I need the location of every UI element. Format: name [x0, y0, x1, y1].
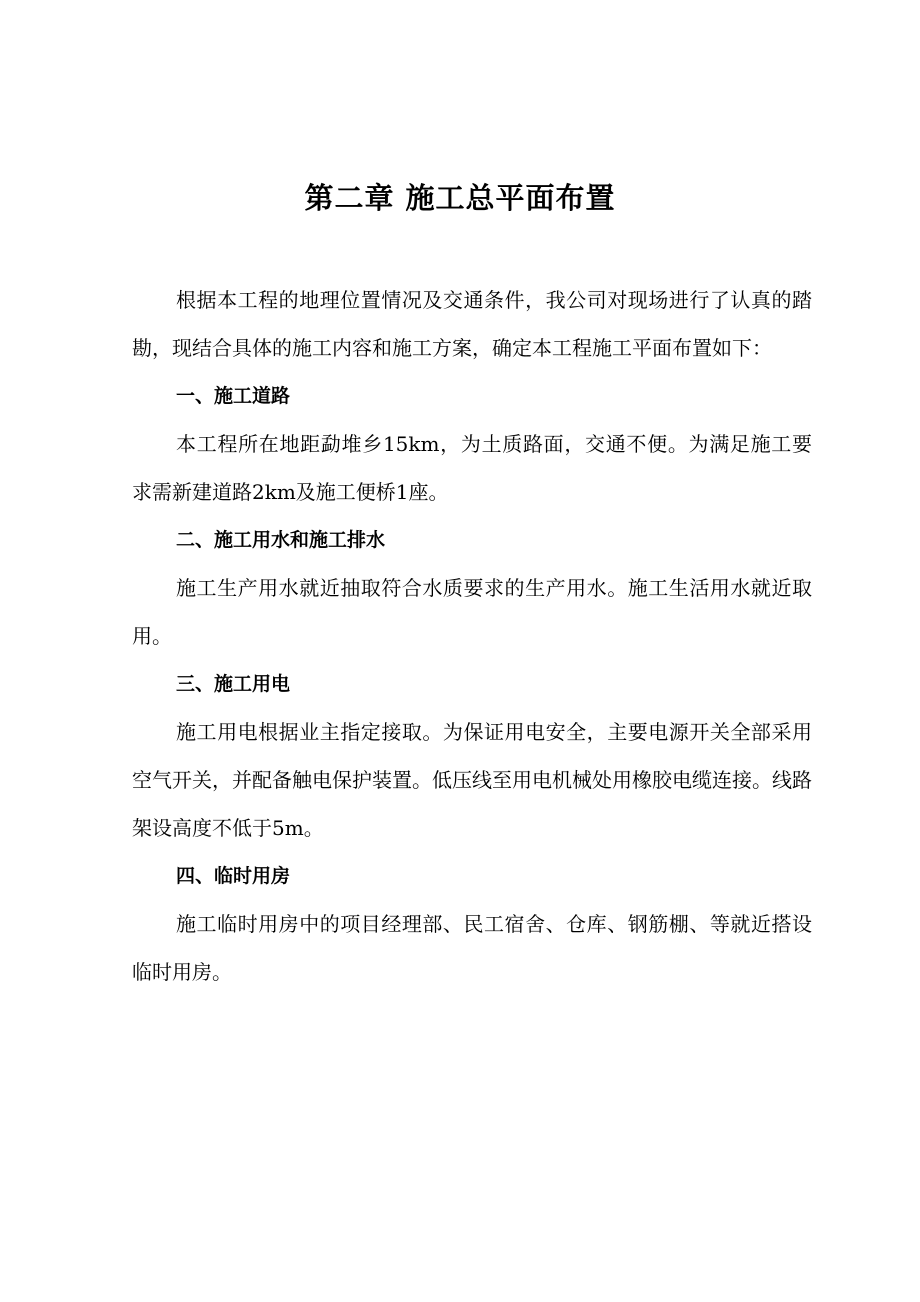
document-body: [132, 276, 812, 996]
section-text-roads: 本工程所在地距勐堆乡15km，为土质路面，交通不便。为满足施工要求需新建道路2km及施工便桥1座。: [132, 432, 812, 504]
section-text-power: 施工用电根据业主指定接取。为保证用电安全，主要电源开关全部采用空气开关，并配备触电保护装置。低压线至用电机械处用橡胶电缆连接。线路架设高度不低于5m。: [132, 720, 812, 840]
section-text-water: 施工生产用水就近抽取符合水质要求的生产用水。施工生活用水就近取用。: [132, 576, 812, 648]
section-heading-power: 三、施工用电: [176, 673, 291, 695]
chapter-title: 第二章 施工总平面布置: [304, 181, 616, 215]
section-heading-water: 二、施工用水和施工排水: [176, 529, 386, 551]
section-heading-roads: 一、施工道路: [176, 385, 291, 407]
section-heading-housing: 四、临时用房: [176, 865, 291, 887]
intro-paragraph: 根据本工程的地理位置情况及交通条件，我公司对现场进行了认真的踏勘，现结合具体的施工内容和施工方案，确定本工程施工平面布置如下：: [132, 288, 812, 360]
section-text-housing: 施工临时用房中的项目经理部、民工宿舍、仓库、钢筋棚、等就近搭设临时用房。: [132, 912, 812, 984]
